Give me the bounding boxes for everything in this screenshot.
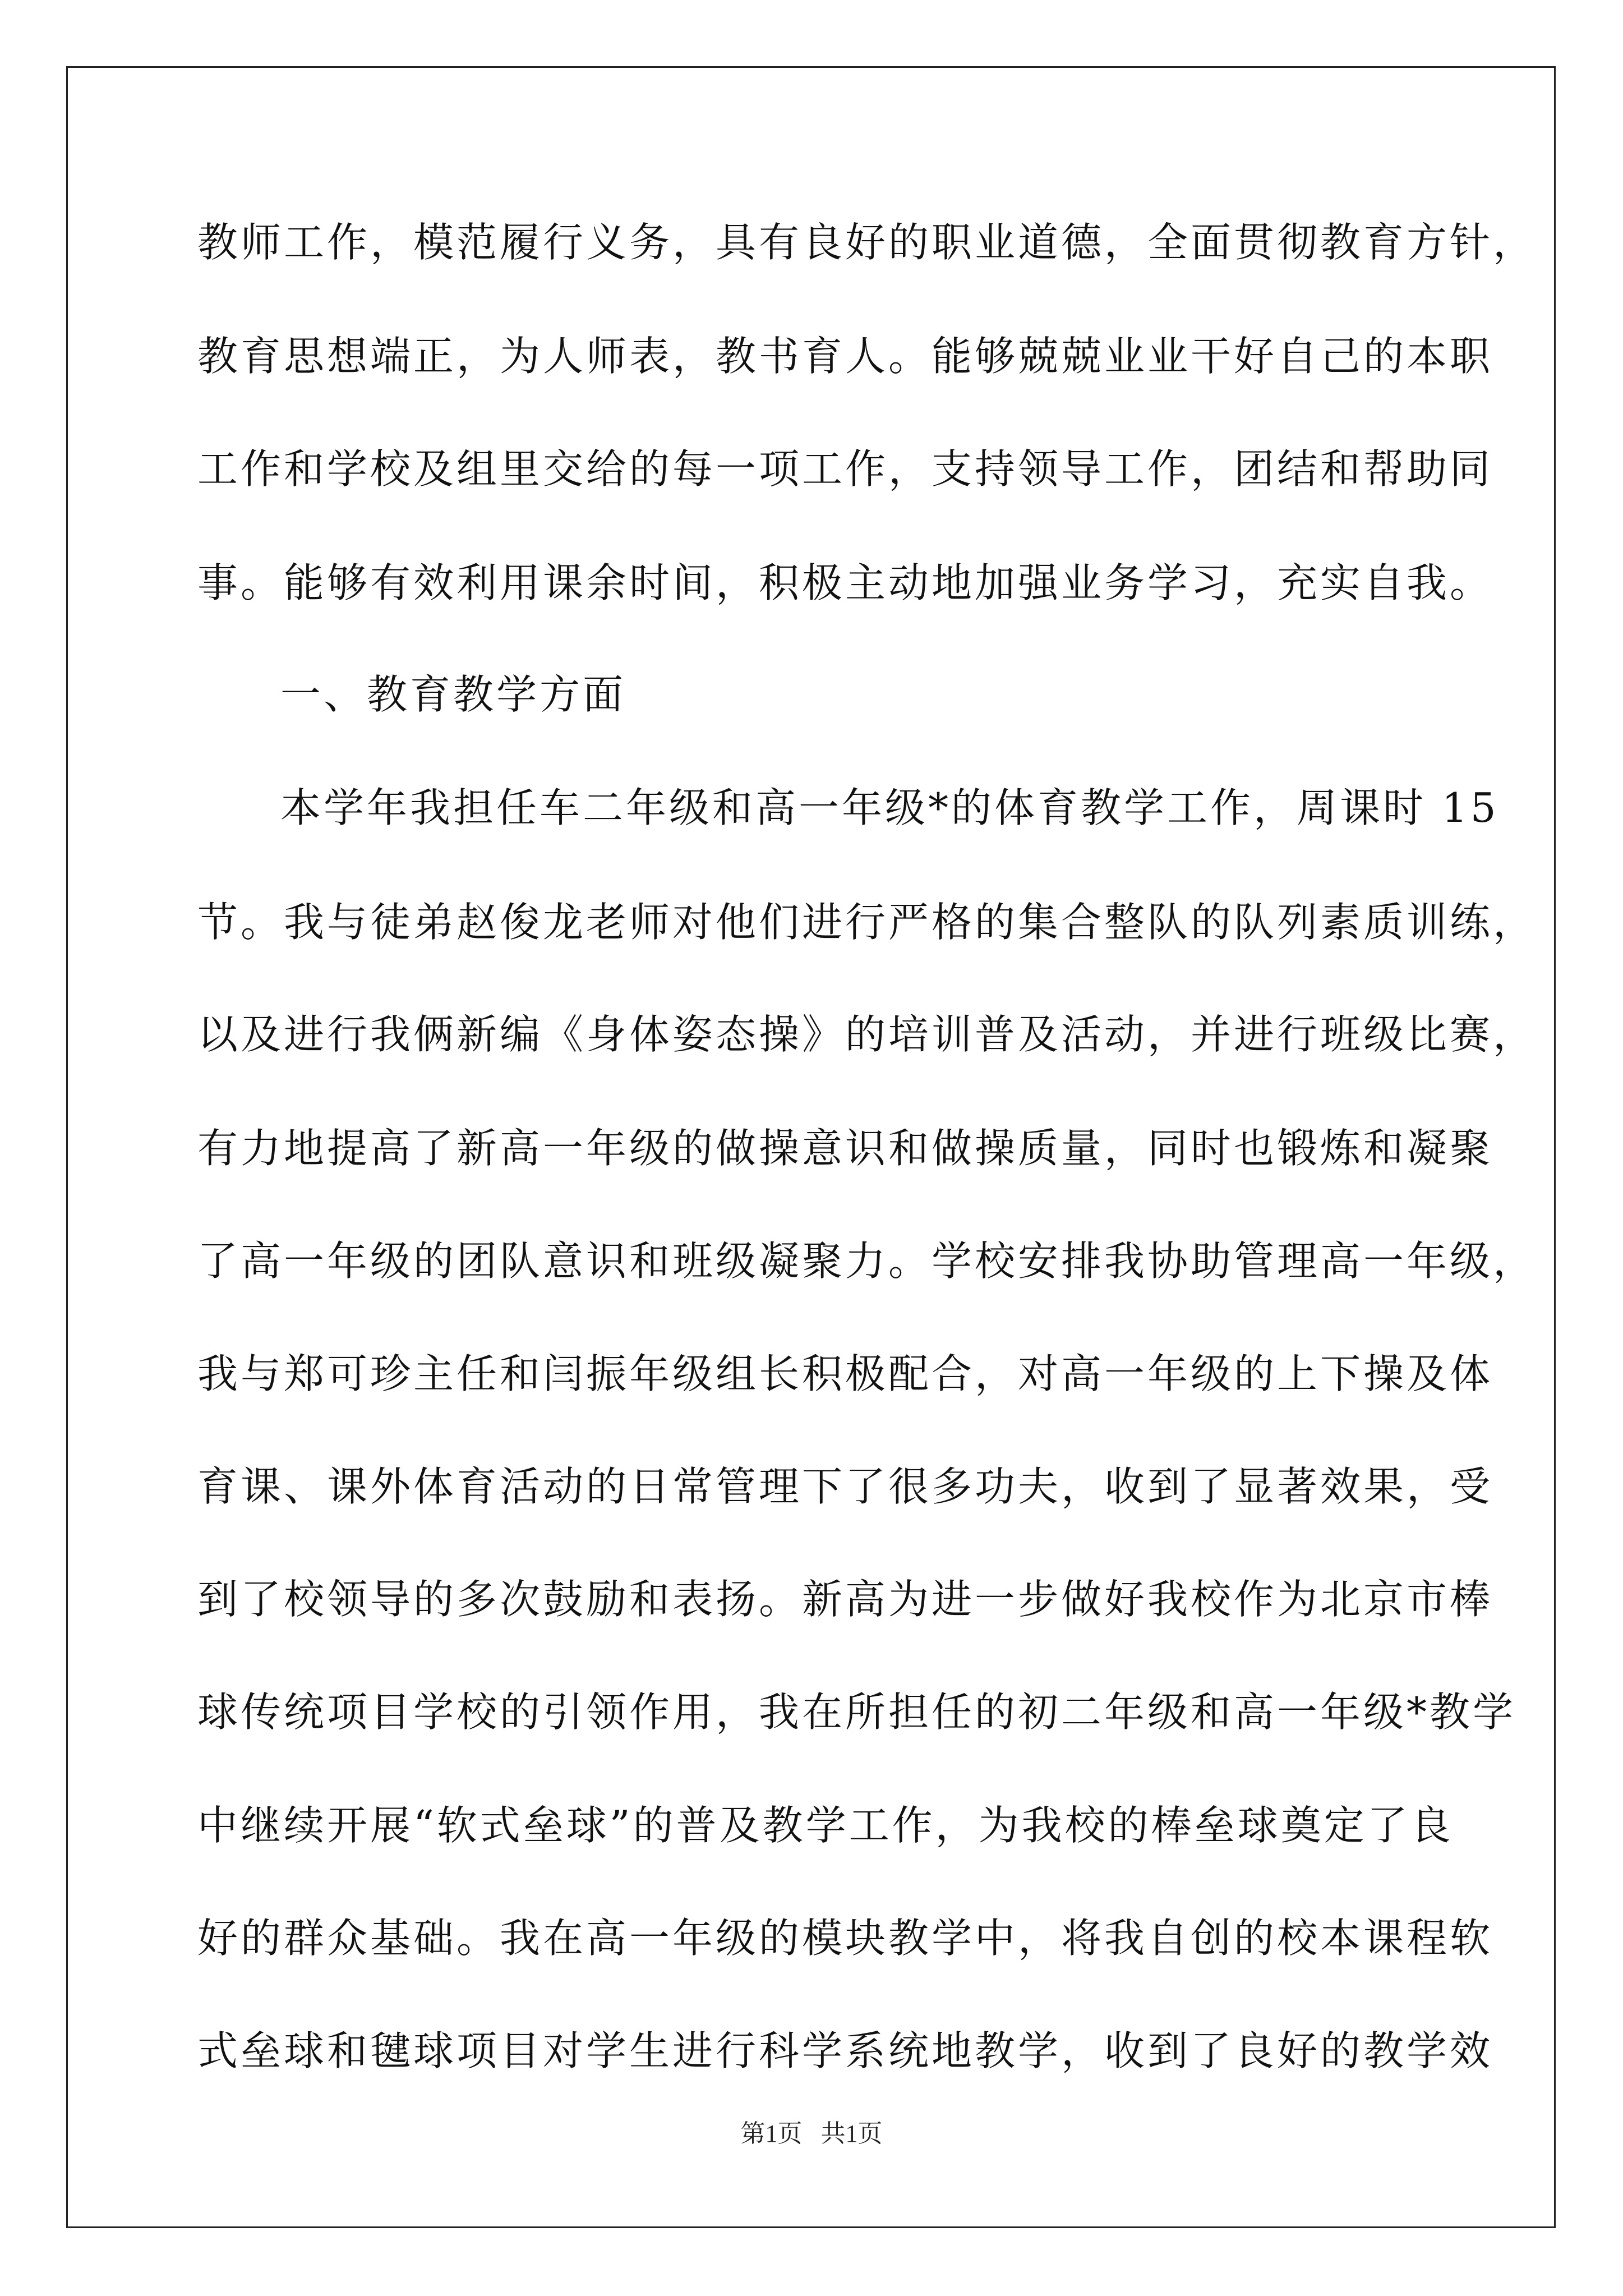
paragraph-line: 事。能够有效利用课余时间，积极主动地加强业务学习，充实自我。: [197, 559, 1493, 606]
paragraph-line: 育课、课外体育活动的日常管理下了很多功夫，收到了显著效果，受: [197, 1463, 1493, 1510]
paragraph-line: 到了校领导的多次鼓励和表扬。新高为进一步做好我校作为北京市棒: [197, 1576, 1493, 1623]
paragraph-line: 本学年我担任车二年级和高一年级*的体育教学工作，周课时 15: [280, 784, 1499, 831]
paragraph-line: 了高一年级的团队意识和班级凝聚力。学校安排我协助管理高一年级，: [197, 1237, 1537, 1285]
paragraph-line: 有力地提高了新高一年级的做操意识和做操质量，同时也锻炼和凝聚: [197, 1125, 1493, 1172]
paragraph-line: 教育思想端正，为人师表，教书育人。能够兢兢业业干好自己的本职: [197, 333, 1493, 380]
paragraph-line: 节。我与徒弟赵俊龙老师对他们进行严格的集合整队的队列素质训练，: [197, 899, 1537, 946]
paragraph-line: 以及进行我俩新编《身体姿态操》的培训普及活动，并进行班级比赛，: [197, 1011, 1537, 1058]
paragraph-line: 好的群众基础。我在高一年级的模块教学中，将我自创的校本课程软: [197, 1915, 1493, 1962]
paragraph-line: 式垒球和毽球项目对学生进行科学系统地教学，收到了良好的教学效: [197, 2027, 1493, 2074]
paragraph-line: 中继续开展“软式垒球”的普及教学工作，为我校的棒垒球奠定了良: [197, 1802, 1454, 1849]
paragraph-line: 球传统项目学校的引领作用，我在所担任的初二年级和高一年级*教学: [197, 1688, 1516, 1736]
paragraph-line: 工作和学校及组里交给的每一项工作，支持领导工作，团结和帮助同: [197, 445, 1493, 493]
section-heading: 一、教育教学方面: [280, 671, 626, 718]
paragraph-line: 我与郑可珍主任和闫振年级组长积极配合，对高一年级的上下操及体: [197, 1350, 1493, 1397]
page-number-footer: 第1页 共1页: [740, 2120, 883, 2147]
paragraph-line: 教师工作，模范履行义务，具有良好的职业道德，全面贯彻教育方针，: [197, 219, 1537, 266]
